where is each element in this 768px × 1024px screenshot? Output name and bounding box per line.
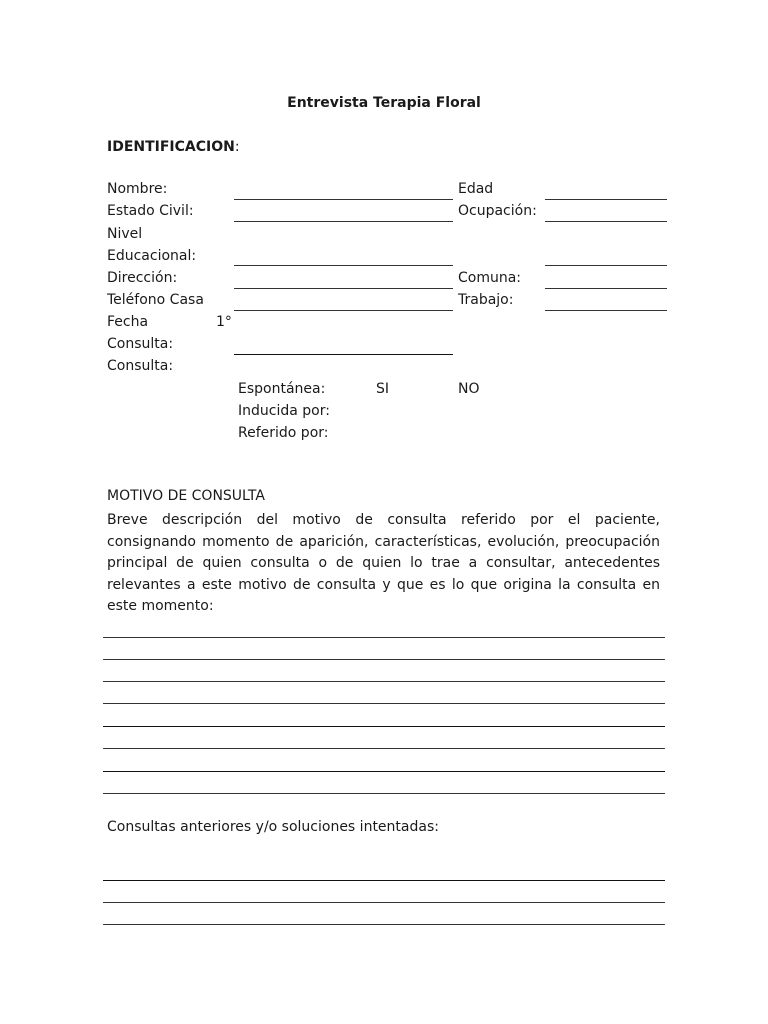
anteriores-writing-line[interactable]: [103, 924, 665, 925]
motivo-writing-line[interactable]: [103, 793, 665, 794]
anteriores-writing-line[interactable]: [103, 902, 665, 903]
label-trabajo: Trabajo:: [458, 292, 514, 308]
direccion-field-line[interactable]: [234, 288, 453, 289]
label-telefono: Teléfono Casa: [107, 292, 204, 308]
motivo-writing-line[interactable]: [103, 771, 665, 772]
page-title: Entrevista Terapia Floral: [287, 95, 481, 111]
edad-field-line[interactable]: [545, 199, 667, 200]
nivel-field-line[interactable]: [545, 265, 667, 266]
comuna-field-line[interactable]: [545, 288, 667, 289]
motivo-writing-line[interactable]: [103, 659, 665, 660]
educacional-field-line[interactable]: [234, 265, 453, 266]
label-nivel: Nivel: [107, 226, 143, 242]
label-educacional: Educacional:: [107, 248, 197, 264]
ocupacion-field-line[interactable]: [545, 221, 667, 222]
telefono-field-line[interactable]: [234, 310, 453, 311]
motivo-writing-line[interactable]: [103, 726, 665, 727]
anteriores-writing-line[interactable]: [103, 880, 665, 881]
fecha-consulta-field-line[interactable]: [234, 354, 453, 355]
motivo-description: Breve descripción del motivo de consulta referido por el paciente, consignando momento de aparición, características, evolución, preocupación principal de quien consulta o de quien lo trae a consultar, antecedentes relevantes a este motivo de consulta y que es lo que origina la consulta en este momento:: [107, 512, 660, 614]
identification-heading-text: IDENTIFICACION: [107, 139, 235, 155]
option-si[interactable]: SI: [376, 381, 390, 397]
label-inducida: Inducida por:: [238, 403, 330, 419]
trabajo-field-line[interactable]: [545, 310, 667, 311]
label-edad: Edad: [458, 181, 494, 197]
motivo-writing-line[interactable]: [103, 703, 665, 704]
label-consulta-1: Consulta:: [107, 336, 174, 352]
label-direccion: Dirección:: [107, 270, 178, 286]
label-primera: 1°: [216, 314, 232, 330]
option-no[interactable]: NO: [458, 381, 480, 397]
motivo-writing-line[interactable]: [103, 748, 665, 749]
motivo-writing-line[interactable]: [103, 637, 665, 638]
label-consulta-2: Consulta:: [107, 358, 174, 374]
label-referido: Referido por:: [238, 425, 329, 441]
nombre-field-line[interactable]: [234, 199, 453, 200]
motivo-writing-line[interactable]: [103, 681, 665, 682]
identification-heading: [107, 138, 240, 156]
estado-civil-field-line[interactable]: [234, 221, 453, 222]
label-fecha: Fecha: [107, 314, 149, 330]
motivo-heading: MOTIVO DE CONSULTA: [107, 488, 265, 504]
label-estado-civil: Estado Civil:: [107, 203, 194, 219]
identification-heading-colon: :: [234, 139, 240, 155]
label-espontanea: Espontánea:: [238, 381, 326, 397]
label-ocupacion: Ocupación:: [458, 203, 537, 219]
label-nombre: Nombre:: [107, 181, 168, 197]
label-comuna: Comuna:: [458, 270, 522, 286]
anteriores-heading: Consultas anteriores y/o soluciones intentadas:: [107, 819, 439, 835]
